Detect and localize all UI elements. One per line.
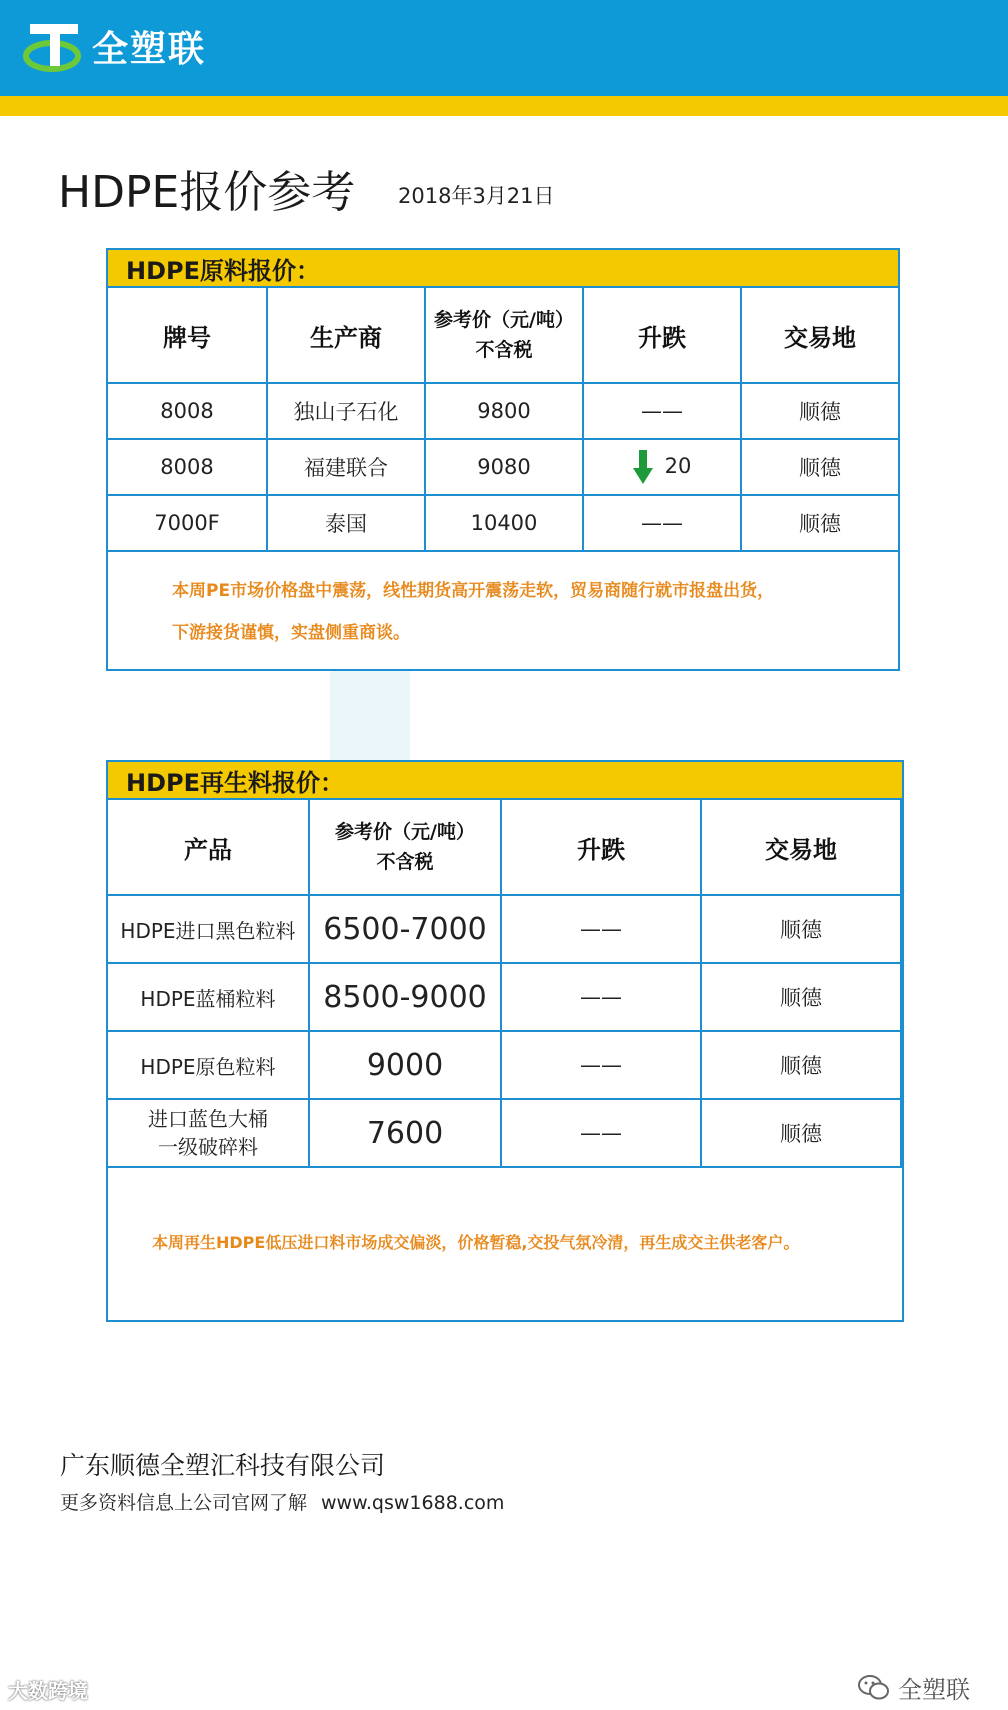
producer-cell: 独山子石化: [267, 383, 425, 439]
change-cell: ——: [583, 383, 741, 439]
col-product: 产品: [107, 799, 309, 895]
price-cell: 9800: [425, 383, 583, 439]
footer-info-text: 更多资料信息上公司官网了解: [60, 1492, 308, 1514]
product-line-2: 一级破碎料: [158, 1135, 258, 1159]
place-cell: 顺德: [701, 1099, 901, 1167]
place-cell: 顺德: [701, 963, 901, 1031]
table-row: [107, 895, 901, 963]
wechat-brand: [858, 1670, 970, 1705]
table-row: [107, 439, 899, 495]
col-place: 交易地: [701, 799, 901, 895]
raw-material-panel: [106, 248, 900, 671]
product-cell: HDPE蓝桶粒料: [107, 963, 309, 1031]
product-cell: HDPE原色粒料: [107, 1031, 309, 1099]
company-name: 广东顺德全塑汇科技有限公司: [60, 1451, 386, 1480]
table-row: [107, 383, 899, 439]
place-cell: 顺德: [701, 1031, 901, 1099]
place-cell: 顺德: [701, 895, 901, 963]
raw-material-heading: HDPE原料报价：: [108, 250, 898, 288]
table-header-row: [107, 287, 899, 383]
brand-name: 全塑联: [92, 28, 207, 70]
change-cell: ——: [583, 495, 741, 551]
price-cell: 9000: [309, 1031, 501, 1099]
raw-note-line-2: 下游接货谨慎，实盘侧重商谈。: [172, 623, 410, 643]
grade-cell: 7000F: [107, 495, 267, 551]
recycled-market-note: 本周再生HDPE低压进口料市场成交偏淡，价格暂稳,交投气氛冷清，再生成交主供老客户。: [152, 1233, 800, 1252]
table-header-row: [107, 799, 901, 895]
page-title: HDPE报价参考: [58, 167, 356, 218]
header-stripe: [0, 96, 1008, 116]
change-cell: ——: [501, 1031, 701, 1099]
change-value: 20: [664, 454, 692, 478]
change-cell: ——: [501, 895, 701, 963]
recycled-material-table: [106, 798, 902, 1168]
col-place: 交易地: [741, 287, 899, 383]
recycled-material-panel: [106, 760, 904, 1322]
price-cell: 10400: [425, 495, 583, 551]
col-change: 升跌: [501, 799, 701, 895]
raw-note-line-1: 本周PE市场价格盘中震荡，线性期货高开震荡走软，贸易商随行就市报盘出货，: [172, 581, 775, 601]
website-link[interactable]: www.qsw1688.com: [321, 1492, 505, 1514]
col-price-label: 参考价（元/吨）: [434, 309, 574, 331]
wechat-brand-name: 全塑联: [898, 1676, 970, 1704]
place-cell: 顺德: [741, 439, 899, 495]
price-cell: 6500-7000: [309, 895, 501, 963]
page-date: 2018年3月21日: [398, 184, 555, 208]
col-price-tax: 不含税: [376, 851, 434, 873]
table-row: [107, 1099, 901, 1167]
table-row: [107, 1031, 901, 1099]
product-line-1: 进口蓝色大桶: [148, 1107, 268, 1131]
table-row: [107, 495, 899, 551]
footer-info: [60, 1488, 504, 1515]
recycled-material-heading: HDPE再生料报价：: [108, 762, 902, 800]
col-change: 升跌: [583, 287, 741, 383]
col-grade: 牌号: [107, 287, 267, 383]
col-producer: 生产商: [267, 287, 425, 383]
col-price-label: 参考价（元/吨）: [335, 821, 475, 843]
change-cell: [583, 439, 741, 495]
table-row: [107, 963, 901, 1031]
change-cell: ——: [501, 1099, 701, 1167]
producer-cell: 福建联合: [267, 439, 425, 495]
raw-market-note: [172, 570, 892, 654]
place-cell: 顺德: [741, 383, 899, 439]
grade-cell: 8008: [107, 383, 267, 439]
col-price-tax: 不含税: [475, 339, 533, 361]
change-cell: ——: [501, 963, 701, 1031]
place-cell: 顺德: [741, 495, 899, 551]
wechat-icon: [858, 1674, 890, 1702]
down-arrow-icon: [633, 450, 653, 484]
price-cell: 7600: [309, 1099, 501, 1167]
producer-cell: 泰国: [267, 495, 425, 551]
product-cell: [107, 1099, 309, 1167]
raw-material-table: [106, 286, 900, 552]
col-price: [425, 287, 583, 383]
product-cell: HDPE进口黑色粒料: [107, 895, 309, 963]
corner-watermark: 大数跨境: [8, 1679, 88, 1703]
col-price: [309, 799, 501, 895]
price-cell: 9080: [425, 439, 583, 495]
logo-icon: [22, 14, 90, 78]
grade-cell: 8008: [107, 439, 267, 495]
price-cell: 8500-9000: [309, 963, 501, 1031]
brand-logo[interactable]: [22, 14, 206, 78]
